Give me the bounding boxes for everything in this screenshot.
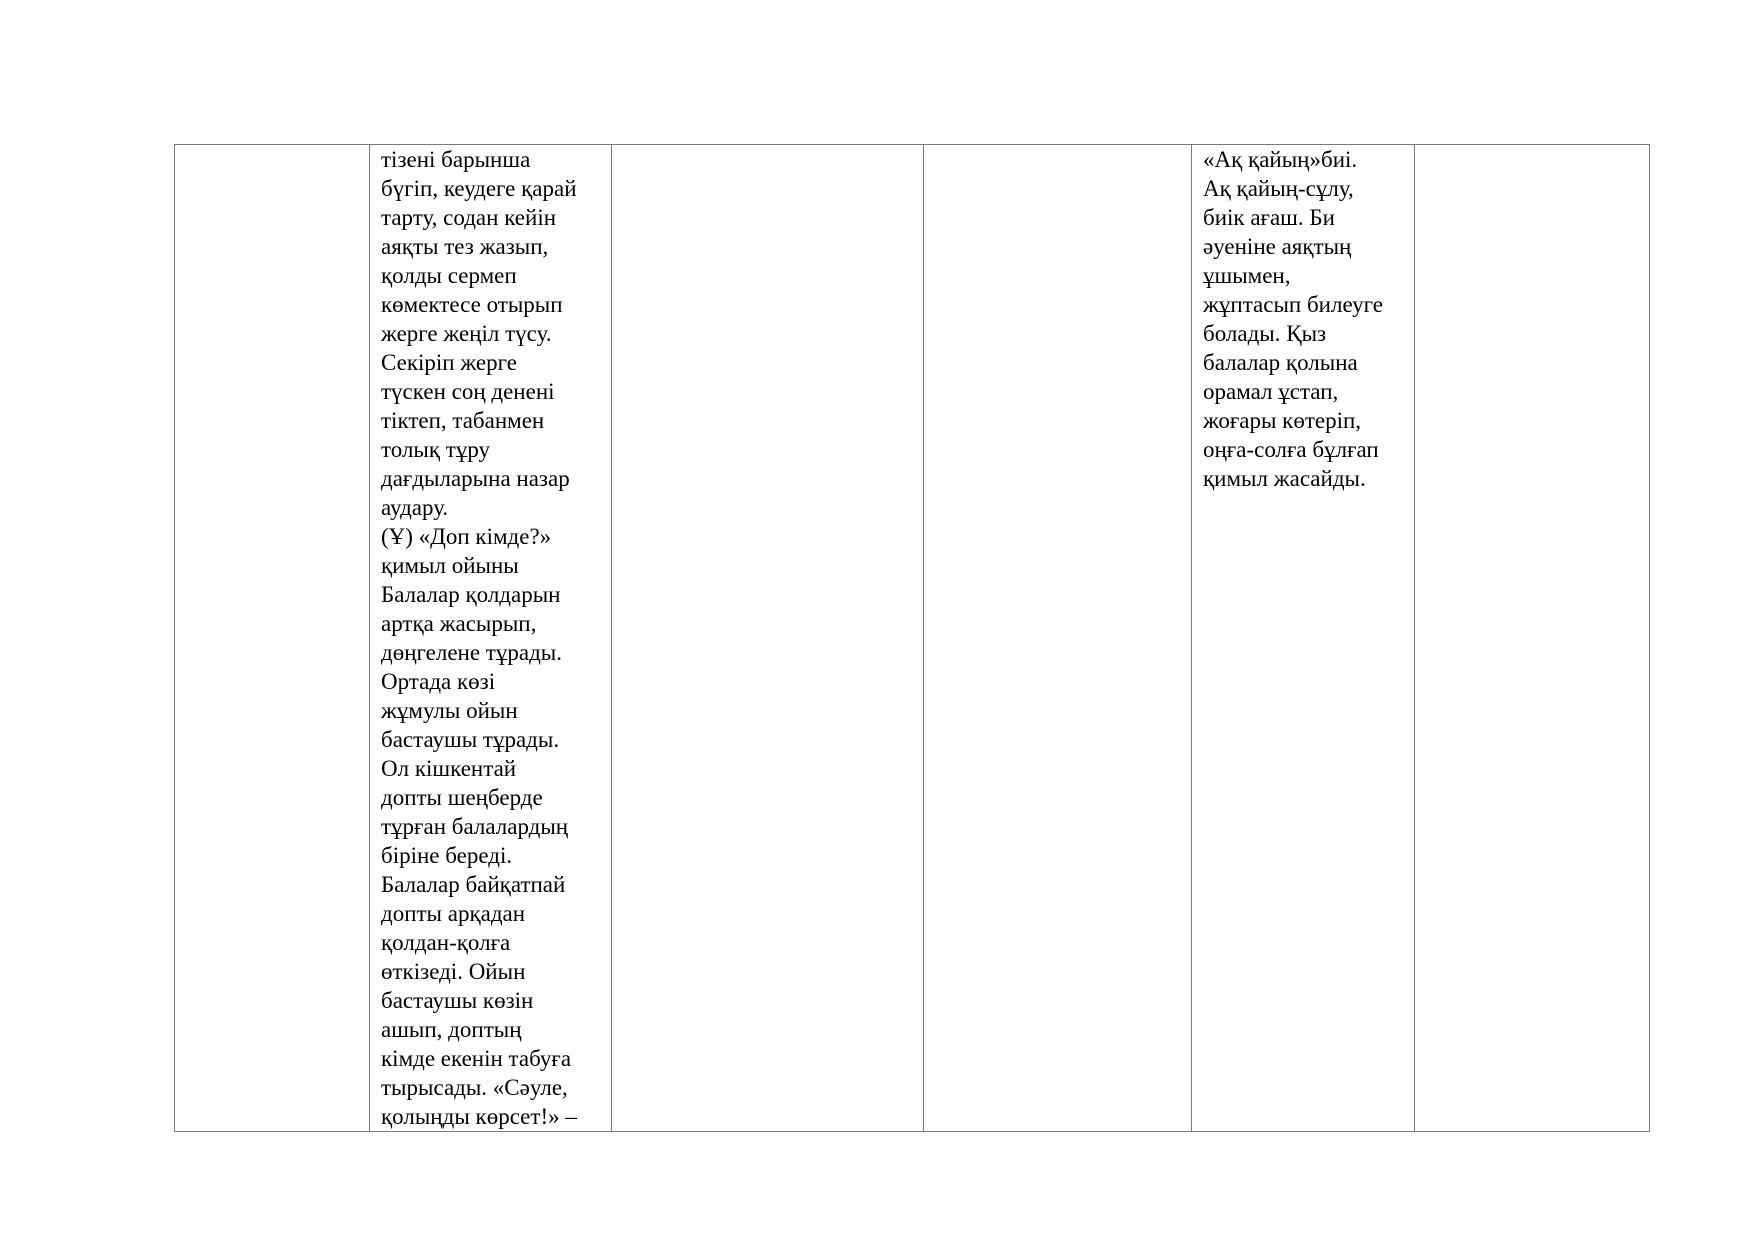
text-line: ашып, доптың (381, 1017, 522, 1042)
text-line: өткізеді. Ойын (381, 959, 526, 984)
text-line: допты арқадан (381, 901, 526, 926)
text-line: тырысады. «Сәуле, (381, 1075, 568, 1100)
text-line: түскен соң денені (381, 379, 555, 404)
text-line: (Ұ) «Доп кімде?» (381, 524, 552, 549)
text-line: орамал ұстап, (1203, 379, 1339, 404)
text-line: ұшымен, (1203, 263, 1291, 288)
text-line: тіктеп, табанмен (381, 408, 545, 433)
text-line: бастаушы тұрады. (381, 727, 560, 752)
text-line: біріне береді. (381, 843, 513, 868)
text-line: қолды сермеп (381, 263, 517, 288)
text-line: биік ағаш. Би (1203, 205, 1335, 230)
text-line: Балалар байқатпай (381, 872, 566, 897)
text-line: бастаушы көзін (381, 988, 534, 1013)
text-line: дөңгелене тұрады. (381, 640, 562, 665)
text-line: балалар қолына (1203, 350, 1358, 375)
table-cell-column-4 (924, 145, 1192, 1132)
text-line: көмектесе отырып (381, 292, 563, 317)
table-cell-column-3 (612, 145, 924, 1132)
text-line: қимыл ойыны (381, 553, 519, 578)
text-line: аяқты тез жазып, (381, 234, 549, 259)
text-line: жұмулы ойын (381, 698, 518, 723)
text-line: жерге жеңіл түсу. (381, 321, 552, 346)
table-cell-column-6 (1415, 145, 1650, 1132)
table-cell-column-1 (175, 145, 370, 1132)
table-cell-column-2 (370, 145, 612, 1132)
text-line: толық тұру (381, 437, 491, 462)
column-5-text (1192, 145, 1414, 493)
text-line: оңға-солға бұлғап (1203, 437, 1379, 462)
table-row (175, 145, 1650, 1132)
text-line: бүгіп, кеудеге қарай (381, 176, 577, 201)
text-line: қолыңды көрсет!» – (381, 1104, 577, 1129)
text-line: Ортада көзі (381, 669, 496, 694)
text-line: тұрған балалардың (381, 814, 569, 839)
text-line: аудару. (381, 495, 449, 520)
text-line: кімде екенін табуға (381, 1046, 572, 1071)
text-line: болады. Қыз (1203, 321, 1327, 346)
text-line: Секіріп жерге (381, 350, 517, 375)
text-line: Балалар қолдарын (381, 582, 561, 607)
text-line: тарту, содан кейін (381, 205, 557, 230)
column-2-text (370, 145, 611, 1131)
text-line: қолдан-қолға (381, 930, 511, 955)
text-line: Ақ қайың-сұлу, (1203, 176, 1354, 201)
text-line: тізені барынша (381, 147, 531, 172)
content-table (174, 144, 1650, 1132)
text-line: Ол кішкентай (381, 756, 517, 781)
text-line: қимыл жасайды. (1203, 466, 1366, 491)
text-line: «Ақ қайың»биі. (1203, 147, 1358, 172)
text-line: әуеніне аяқтың (1203, 234, 1352, 259)
table-cell-column-5 (1192, 145, 1415, 1132)
text-line: артқа жасырып, (381, 611, 537, 636)
text-line: дағдыларына назар (381, 466, 570, 491)
text-line: жоғары көтеріп, (1203, 408, 1362, 433)
text-line: жұптасып билеуге (1203, 292, 1383, 317)
text-line: допты шеңберде (381, 785, 543, 810)
